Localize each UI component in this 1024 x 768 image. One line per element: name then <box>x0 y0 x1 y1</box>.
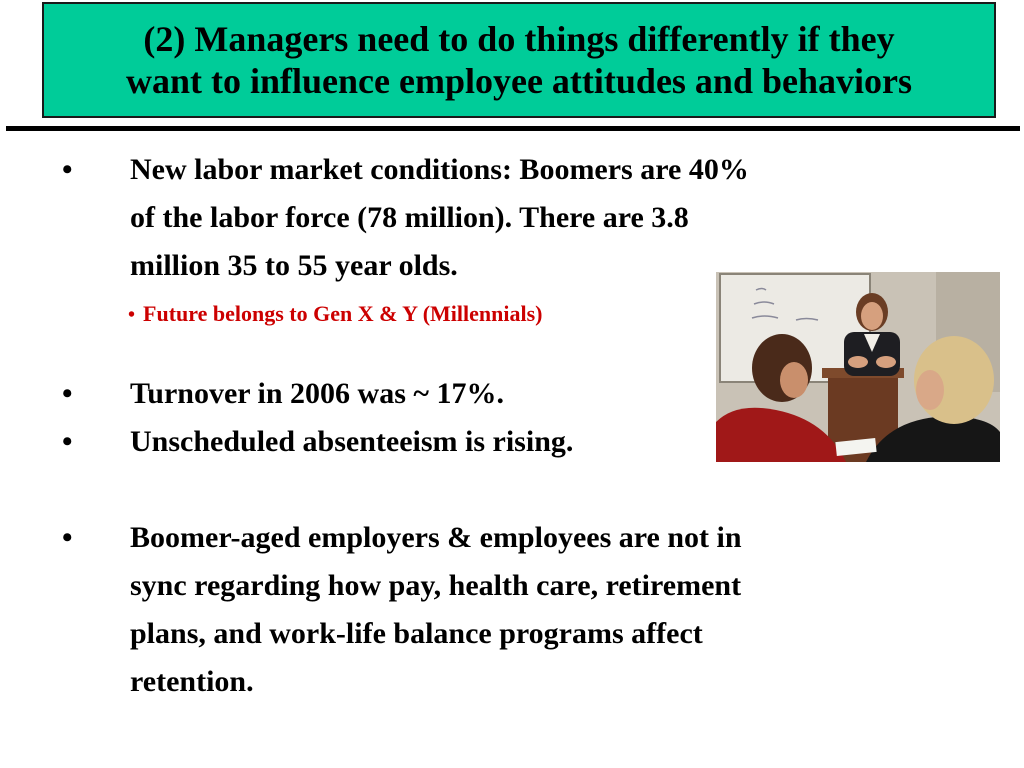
sub-bullet-item <box>128 298 542 331</box>
bullet-line: sync regarding how pay, health care, retirement <box>130 569 742 602</box>
bullet-item-boomer-sync <box>0 514 1024 706</box>
bullet-line: Unscheduled absenteeism is rising. <box>130 425 574 458</box>
bullet-dot: • <box>62 521 73 554</box>
title-box <box>42 2 996 118</box>
bullet-line: million 35 to 55 year olds. <box>130 249 458 282</box>
bullet-line: Boomer-aged employers & employees are not in <box>130 521 742 554</box>
bullet-line: retention. <box>130 665 254 698</box>
bullet-dot: • <box>62 377 73 410</box>
bullet-line: of the labor force (78 million). There are 3.8 <box>130 201 689 234</box>
bullet-line: New labor market conditions: Boomers are 40% <box>130 153 749 186</box>
title-divider <box>6 126 1020 131</box>
bullet-item-labor-market <box>0 146 1024 290</box>
bullet-dot: • <box>62 425 73 458</box>
sub-bullet-dot: • <box>128 304 136 326</box>
slide-title: (2) Managers need to do things differently if they want to influence employee attitudes and behaviors <box>126 19 912 101</box>
bullet-line: Turnover in 2006 was ~ 17%. <box>130 377 504 410</box>
sub-bullet-text: Future belongs to Gen X & Y (Millennials) <box>143 301 543 326</box>
bullet-dot: • <box>62 153 73 186</box>
meeting-photo <box>716 272 1000 462</box>
bullet-line: plans, and work-life balance programs affect <box>130 617 703 650</box>
